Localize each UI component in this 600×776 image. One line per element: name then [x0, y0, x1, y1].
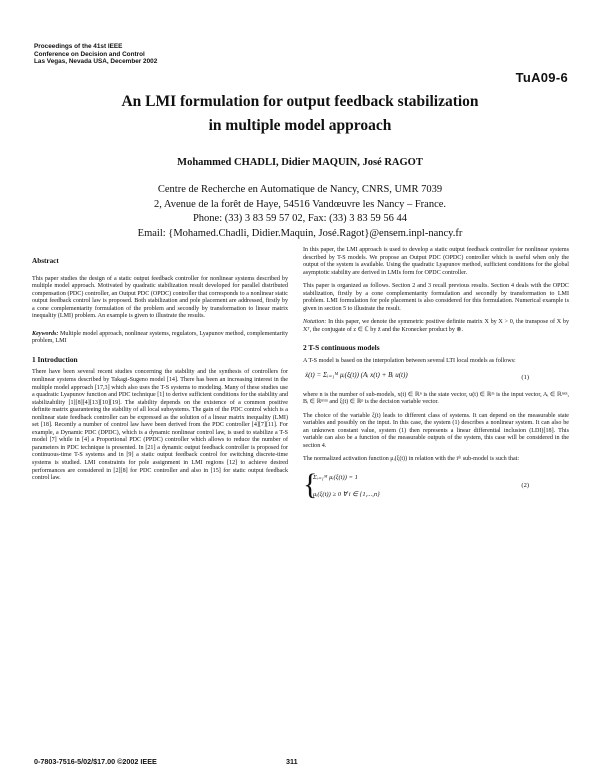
authors: Mohammed CHADLI, Didier MAQUIN, José RAGOT — [177, 157, 423, 168]
equation-2-number: (2) — [521, 481, 529, 489]
equation-2-brace: { — [303, 467, 318, 501]
s2-paragraph-2: where n is the number of sub-models, x(t) ∈ ℝⁿ is the state vector, u(t) ∈ ℝᵐ is the input vector, Aᵢ ∈ ℝⁿˣⁿ, Bᵢ ∈ ℝⁿˣᵐ and ξ(t) ∈ ℝᵖ is the decision variable vector. — [303, 391, 569, 406]
affiliation-line: Centre de Recherche en Automatique de Nancy, CNRS, UMR 7039 — [157, 184, 443, 195]
equation-1 — [303, 366, 569, 392]
intro-heading: 1 Introduction — [32, 354, 78, 364]
abstract-heading: Abstract — [32, 257, 59, 265]
right-column — [303, 247, 569, 510]
proceedings-header — [34, 43, 157, 66]
s2-paragraph-4: The normalized activation function μᵢ(ξ(t)) in relation with the iᵗʰ sub-model is such that: — [303, 456, 520, 463]
proceedings-line: Las Vegas, Nevada USA, December 2002 — [34, 58, 158, 66]
abstract-text: This paper studies the design of a static output feedback controller for nonlinear systems described by multiple model approach. Motivated by quadratic stabilization result developed for parallel distributed compensation (PDC) controller, an Output PDC (OPDC) controller that corresponds to a nonlinear static output feedback control law is proposed. Both stabilization and pole placement are addressed, firstly by a cone complementarity formulation of the problem and secondly by transformation to linear matrix inequality (LMI) problem. An example is given to illustrate the results. — [32, 275, 288, 320]
affiliation — [0, 183, 600, 241]
keywords-text: Multiple model approach, nonlinear systems, regulators, Lyapunov method, complementarity problem, LMI — [32, 330, 288, 345]
equation-2-line-2: μᵢ(ξ(t)) ≥ 0 ∀ i ∈ {1,...,n} — [313, 490, 380, 498]
notation-label: Notation: — [303, 319, 327, 326]
affiliation-line: Phone: (33) 3 83 59 57 02, Fax: (33) 3 83 59 56 44 — [192, 213, 408, 224]
title-line: in multiple model approach — [208, 117, 392, 134]
equation-1-body: ẋ(t) = Σᵢ₌₁ᴹ μᵢ(ξ(t)) (Aᵢ x(t) + Bᵢ u(t)) — [305, 370, 408, 379]
equation-2 — [303, 468, 569, 510]
right-paragraph-2: This paper is organized as follows. Section 2 and 3 recall previous results. Section 4 deals with the OPDC stabilization, firstly by a cone complementarity formulation and secondly by transformation to LMI problem. LMI formulation for pole placement is also considered for this formulation. Numerical example is given in section 5 to illustrate the result. — [303, 283, 569, 312]
footer-page-number: 311 — [286, 757, 298, 766]
paper-title — [0, 90, 600, 138]
affiliation-line: Email: {Mohamed.Chadli, Didier.Maquin, José.Ragot}@ensem.inpl-nancy.fr — [137, 227, 463, 239]
equation-1-number: (1) — [521, 373, 529, 381]
session-tag: TuA09-6 — [515, 70, 568, 85]
keywords — [32, 331, 288, 346]
right-paragraph-1: In this paper, the LMI approach is used to develop a static output feedback controller for nonlinear systems described by T-S models. We propose an Output PDC (OPDC) controller which is useful when only the output of the system is available. Using the quadratic Lyapunov method, sufficient conditions for the global asymptotic stability are derived in LMIs form for OPDC controller. — [303, 247, 569, 276]
affiliation-line: 2, Avenue de la forêt de Haye, 54516 Vandœuvre les Nancy – France. — [153, 198, 447, 210]
s2-paragraph-3: The choice of the variable ξ(t) leads to different class of systems. It can depend on the measurable state variables and possibly on the input. In this case, the system (1) describes a nonlinear system. It can also be an unknown constant value, system (1) then represents a linear differential inclusion (LDI)[18]. This variable can also be a function of the measurable outputs of the system, this case will be considered in the section 4. — [303, 412, 569, 449]
notation-text: In this paper, we denote the symmetric positive definite matrix X by X > 0, the transpose of X by Xᵀ, the conjugate of z ∈ ℂ by z̄ and the Kronecker product by ⊗. — [303, 319, 569, 333]
notation — [303, 319, 569, 334]
equation-2-line-1: Σᵢ₌₁ᴹ μᵢ(ξ(t)) = 1 — [313, 473, 358, 481]
keywords-label: Keywords: — [32, 330, 59, 337]
proceedings-line: Conference on Decision and Control — [34, 50, 145, 58]
section2-heading: 2 T-S continuous models — [303, 343, 380, 353]
left-column — [32, 258, 288, 483]
proceedings-line: Proceedings of the 41st IEEE — [34, 43, 123, 50]
s2-paragraph-1: A T-S model is based on the interpolation between several LTI local models as follows: — [303, 358, 516, 365]
intro-text: There have been several recent studies concerning the stability and the synthesis of controllers for nonlinear systems described by Takagi-Sugeno model [14]. There has been an increasing interest in the multiple model approach [17,3] which also uses the T-S systems to modeling. Many of these studies use a quadratic Lyapunov function and PDC technique [1] to derive sufficient conditions for the stability and stabilizability [1][8][4][13][10][19]. The stability depends on the existence of a common positive definite matrix guaranteeing the stability of all local subsystems. The gain of the PDC control which is a nonlinear state feedback controller can be expressed as the solution of a linear matrix inequality (LMI) set [18]. Recently a number of control law have been derived from the PDC controller [4][7][11]. For example, a Dynamic PDC (DPDC), which is a dynamic nonlinear control law, is used to stabilize a T-S model [7] while in [4] a Proportional PDC (PPDC) controller which allows to reduce the number of parameters in PDC technique is presented. In [21] a dynamic output feedback controller is proposed for continuous-time T-S systems and in [9] a static output feedback control for switching discrete-time systems is studied. LMI constraints for pole assignment in LMI regions [12] to achieve desired performances are considered in [2][8] for PDC controller and also in [15] for static output feedback control law. — [32, 369, 288, 482]
title-line: An LMI formulation for output feedback stabilization — [121, 93, 479, 110]
footer-isbn: 0-7803-7516-5/02/$17.00 ©2002 IEEE — [34, 757, 157, 766]
